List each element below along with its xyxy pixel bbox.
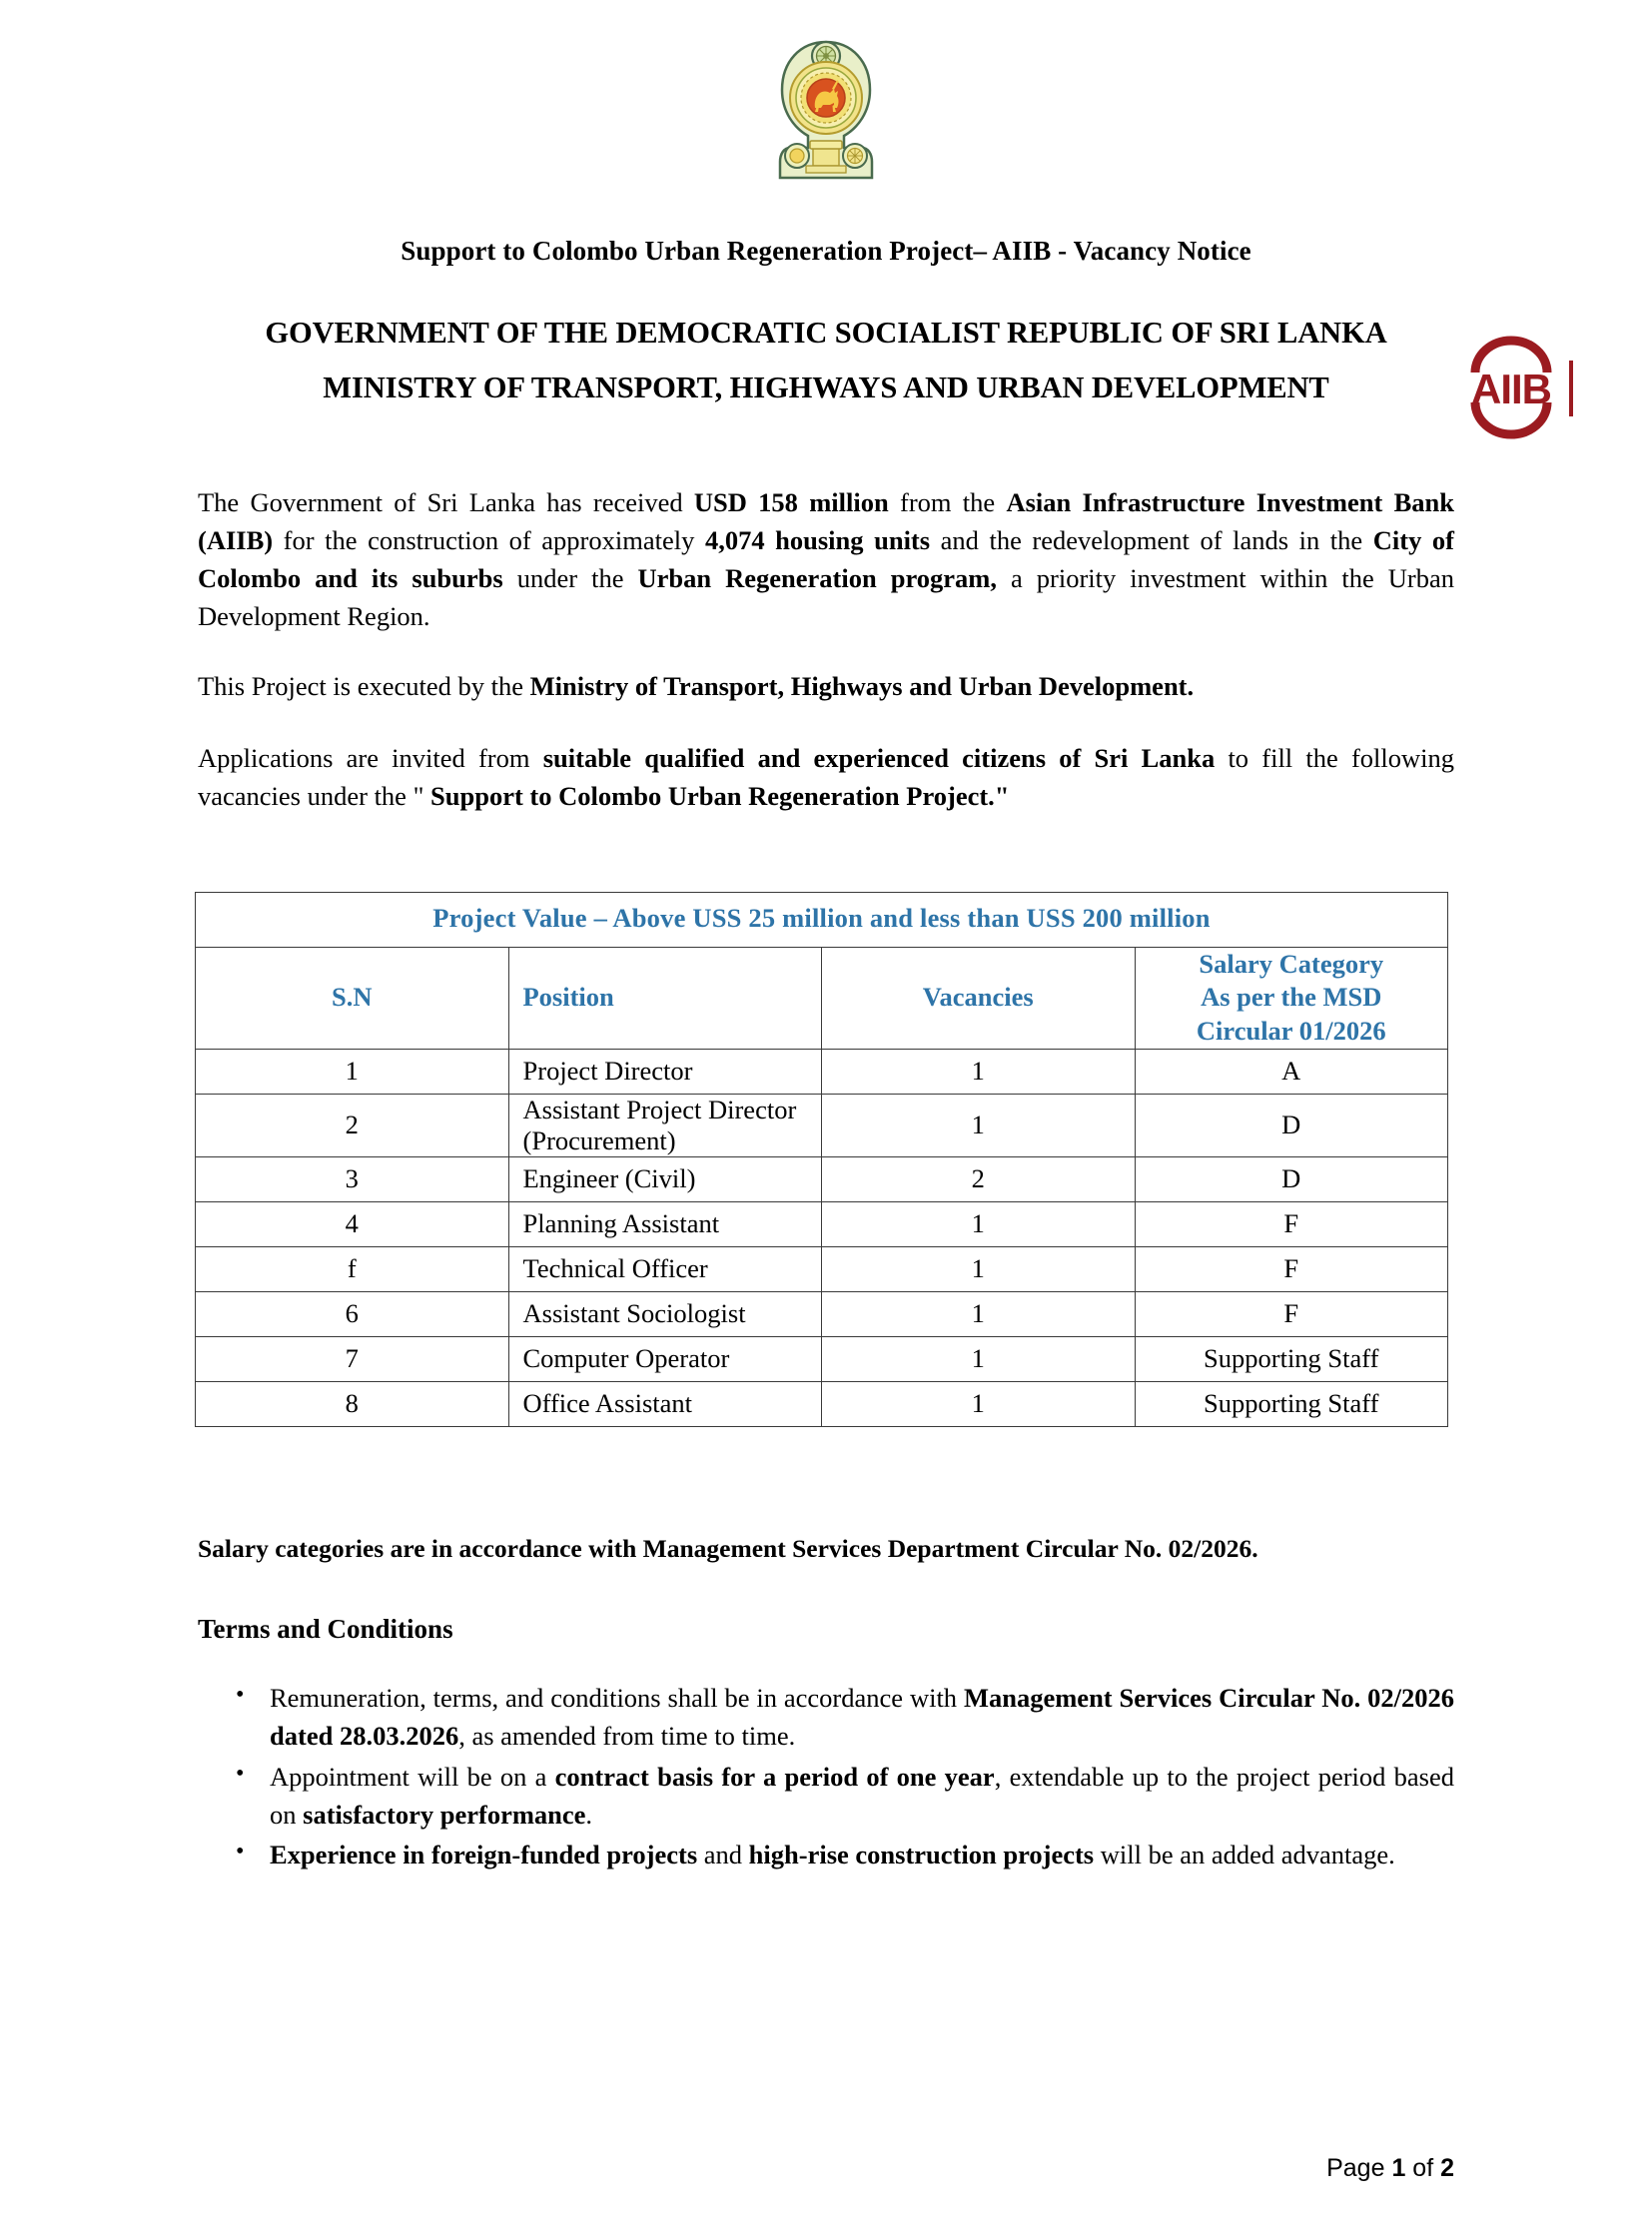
intro-text-segment: The Government of Sri Lanka has received: [198, 487, 694, 518]
intro-paragraph-funding: [198, 484, 1454, 636]
cell-position: Assistant Sociologist: [508, 1291, 822, 1336]
cell-vacancies: 1: [822, 1291, 1136, 1336]
column-header-vacancies: Vacancies: [822, 947, 1136, 1049]
term-bold-contract-basis: contract basis for a period of one year: [554, 1761, 995, 1792]
footer-page-mid: of: [1405, 2154, 1441, 2182]
sri-lanka-national-emblem-icon: [766, 36, 886, 188]
intro-text-segment: from the: [888, 487, 1007, 518]
cell-sn: 6: [196, 1291, 509, 1336]
cell-sn: 8: [196, 1381, 509, 1426]
cell-salary: A: [1135, 1049, 1448, 1094]
intro-bold-urban-regeneration: Urban Regeneration program,: [637, 563, 997, 594]
cell-vacancies: 1: [822, 1049, 1136, 1094]
cell-vacancies: 1: [822, 1381, 1136, 1426]
aiib-logo-icon: [1453, 333, 1589, 442]
term-text-segment: Remuneration, terms, and conditions shall be in accordance with: [270, 1683, 964, 1714]
term-text-segment: .: [585, 1799, 593, 1830]
svg-text:AIIB: AIIB: [1471, 366, 1551, 412]
emblem-container: [198, 0, 1454, 188]
page-title: Support to Colombo Urban Regeneration Project– AIIB - Vacancy Notice: [401, 236, 1251, 266]
terms-and-conditions-heading: Terms and Conditions: [198, 1614, 453, 1645]
intro-text-segment: under the: [502, 563, 638, 594]
page-footer: [1326, 2154, 1454, 2183]
cell-position: Planning Assistant: [508, 1201, 822, 1246]
column-header-salary-category: [1135, 947, 1448, 1049]
intro-paragraph-applications: [198, 740, 1454, 816]
table-row: [196, 1381, 1448, 1426]
cell-vacancies: 1: [822, 1336, 1136, 1381]
intro-paragraph-executing-agency: [198, 668, 1454, 706]
cell-sn: f: [196, 1246, 509, 1291]
cell-position: Computer Operator: [508, 1336, 822, 1381]
intro-bold-city-colombo: City of Colombo and its suburbs: [198, 525, 1454, 594]
cell-position: Engineer (Civil): [508, 1156, 822, 1201]
project-value-banner: Project Value – Above USS 25 million and less than USS 200 million: [196, 892, 1448, 947]
cell-salary: D: [1135, 1156, 1448, 1201]
salary-categories-note: Salary categories are in accordance with Management Services Department Circular No. 02/2026.: [198, 1533, 1258, 1563]
intro-text-segment: to fill the following vacancies under the ": [198, 742, 1455, 811]
table-row: [196, 1201, 1448, 1246]
table-row: [196, 1049, 1448, 1094]
cell-position: Technical Officer: [508, 1246, 822, 1291]
cell-salary: Supporting Staff: [1135, 1336, 1448, 1381]
cell-salary: Supporting Staff: [1135, 1381, 1448, 1426]
table-row: [196, 1291, 1448, 1336]
term-bold-foreign-funded: Experience in foreign-funded projects: [270, 1839, 698, 1869]
footer-page-total: 2: [1440, 2154, 1454, 2182]
term-bold-msd-circular: Management Services Circular No. 02/2026 dated 28.03.2026: [270, 1683, 1454, 1752]
salary-header-line-1: Salary Category: [1199, 948, 1384, 979]
cell-salary: F: [1135, 1201, 1448, 1246]
term-text-segment: Appointment will be on a: [270, 1761, 555, 1792]
footer-page-prefix: Page: [1326, 2154, 1392, 2182]
table-row: [196, 1156, 1448, 1201]
intro-text-segment: Applications are invited from: [198, 742, 543, 773]
cell-salary: F: [1135, 1246, 1448, 1291]
government-heading: GOVERNMENT OF THE DEMOCRATIC SOCIALIST REPUBLIC OF SRI LANKA: [265, 316, 1387, 351]
table-row: [196, 1246, 1448, 1291]
intro-text-segment: a priority investment within the Urban Development Region.: [198, 563, 1454, 632]
list-item: [270, 1758, 1454, 1834]
list-item: [270, 1679, 1454, 1755]
intro-bold-ministry: Ministry of Transport, Highways and Urban Development.: [529, 671, 1195, 701]
term-bold-satisfactory-performance: satisfactory performance: [303, 1799, 586, 1830]
intro-bold-usd-amount: USD 158 million: [693, 487, 889, 518]
cell-vacancies: 1: [822, 1246, 1136, 1291]
cell-position: Project Director: [508, 1049, 822, 1094]
list-item: [270, 1836, 1454, 1873]
table-row: [196, 1336, 1448, 1381]
table-header-row: [196, 947, 1448, 1049]
cell-vacancies: 1: [822, 1094, 1136, 1156]
cell-salary: F: [1135, 1291, 1448, 1336]
intro-bold-aiib-name: Asian Infrastructure Investment Bank (AIIB): [198, 487, 1455, 556]
column-header-sn: S.N: [196, 947, 509, 1049]
intro-text-segment: This Project is executed by the: [198, 671, 530, 701]
term-text-segment: , extendable up to the project period based on: [270, 1761, 1455, 1830]
term-text-segment: and: [697, 1839, 749, 1869]
cell-sn: 4: [196, 1201, 509, 1246]
intro-text-segment: and the redevelopment of lands in the: [930, 525, 1373, 556]
intro-bold-housing-units: 4,074 housing units: [704, 525, 931, 556]
salary-header-line-3: Circular 01/2026: [1196, 1015, 1386, 1046]
footer-page-number: 1: [1391, 2154, 1406, 2182]
salary-header-line-2: As per the MSD: [1201, 982, 1382, 1013]
intro-text-segment: for the construction of approximately: [273, 525, 705, 556]
term-text-segment: , as amended from time to time.: [458, 1721, 796, 1752]
table-banner-row: [196, 892, 1448, 947]
cell-position: Assistant Project Director (Procurement): [508, 1094, 822, 1156]
term-bold-high-rise: high-rise construction projects: [748, 1839, 1095, 1869]
terms-list: [198, 1679, 1454, 1873]
cell-sn: 2: [196, 1094, 509, 1156]
column-header-position: Position: [508, 947, 822, 1049]
cell-salary: D: [1135, 1094, 1448, 1156]
ministry-heading: MINISTRY OF TRANSPORT, HIGHWAYS AND URBAN DEVELOPMENT: [323, 371, 1329, 405]
cell-sn: 1: [196, 1049, 509, 1094]
intro-bold-qualified-citizens: suitable qualified and experienced citizens of Sri Lanka: [542, 742, 1216, 773]
cell-vacancies: 2: [822, 1156, 1136, 1201]
table-row: [196, 1094, 1448, 1156]
cell-vacancies: 1: [822, 1201, 1136, 1246]
vacancies-table: [195, 892, 1448, 1427]
term-text-segment: will be an added advantage.: [1094, 1839, 1395, 1869]
cell-position: Office Assistant: [508, 1381, 822, 1426]
cell-sn: 3: [196, 1156, 509, 1201]
cell-sn: 7: [196, 1336, 509, 1381]
intro-bold-project-name: Support to Colombo Urban Regeneration Project.": [430, 780, 1010, 811]
